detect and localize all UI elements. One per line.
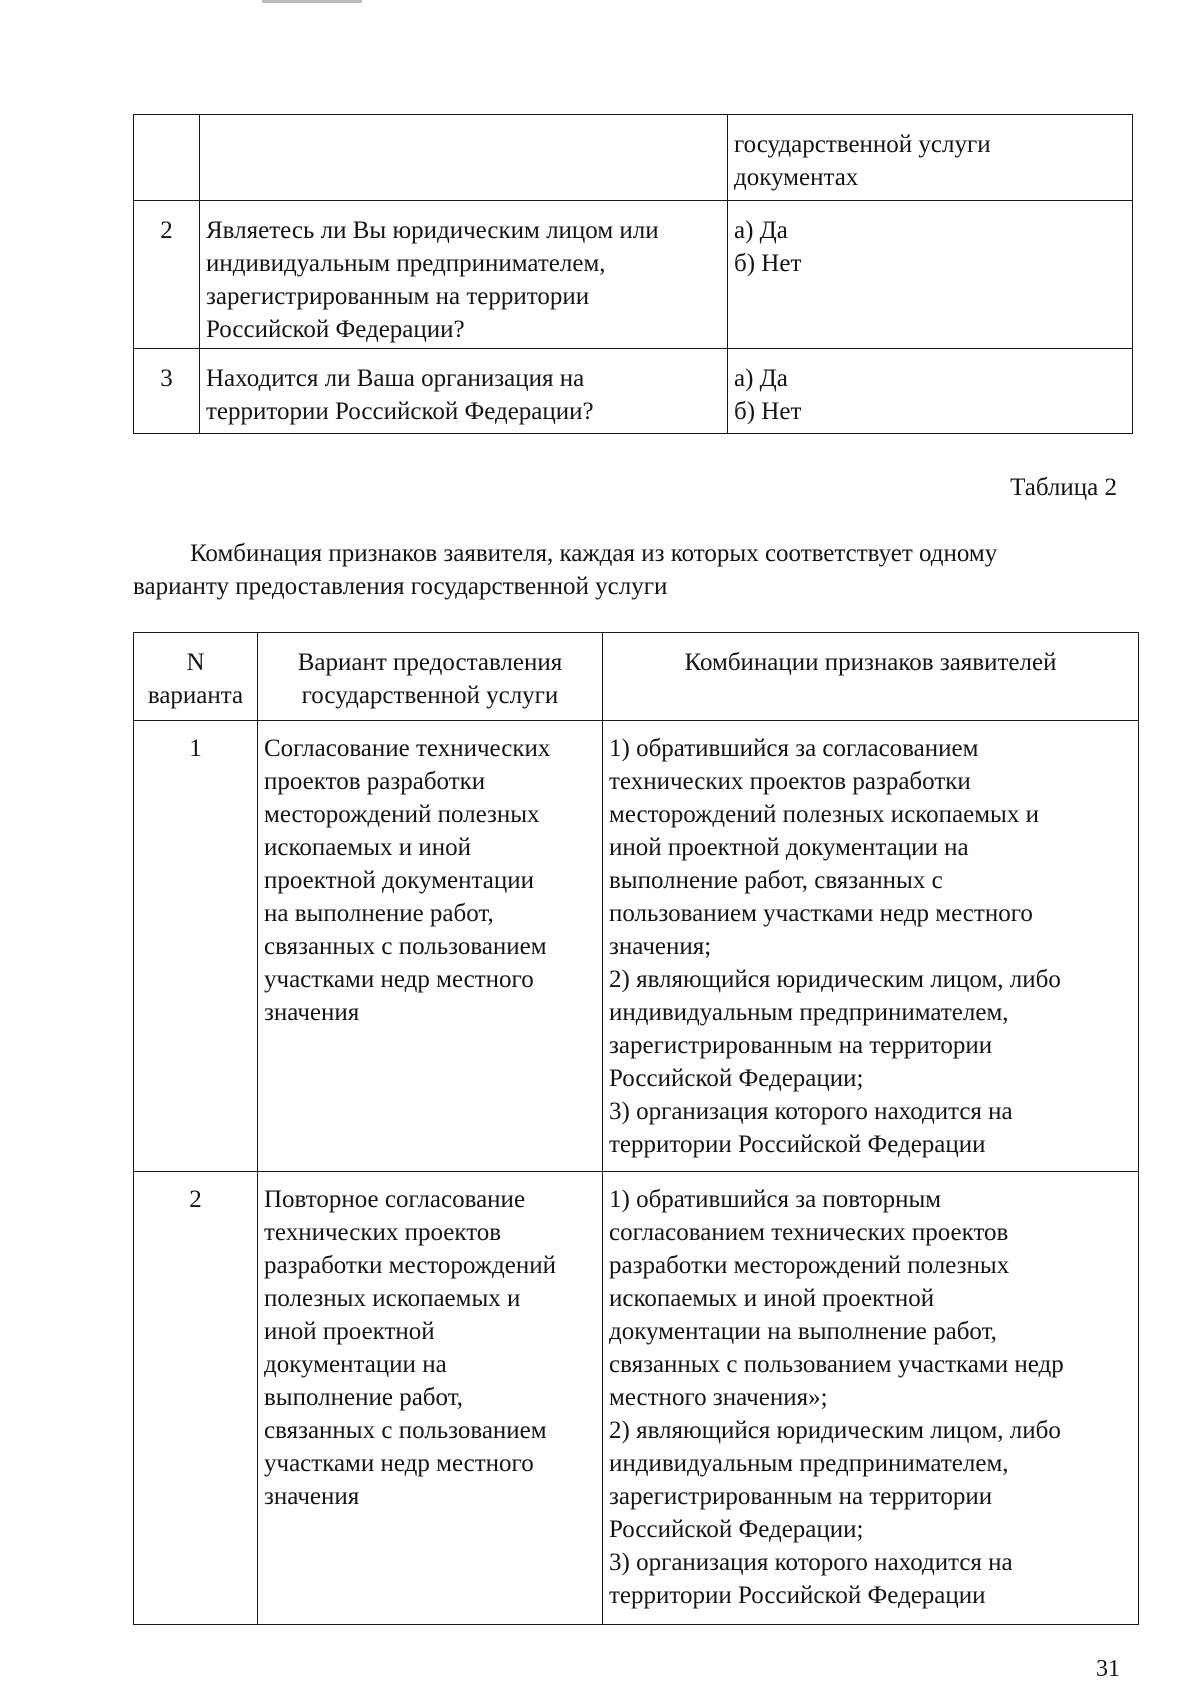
- page-number: 31: [1096, 1656, 1120, 1682]
- table-heading: Комбинация признаков заявителя, каждая из которых соответствует одному варианту предоставления государственной услуги: [133, 540, 998, 600]
- variant-cell: Повторное согласование технических проектов разработки месторождений полезных ископаемых и иной проектной документации на выполнение работ, связанных с пользованием участками недр местного значения: [258, 1172, 603, 1625]
- answer-cell: а) Да б) Нет: [728, 201, 1133, 349]
- question-cell: [200, 115, 728, 201]
- answer-cell: а) Да б) Нет: [728, 349, 1133, 434]
- row-number: 3: [134, 349, 200, 434]
- header-row: [134, 633, 1139, 721]
- variant-number: 1: [134, 721, 258, 1172]
- table-row: [134, 721, 1139, 1172]
- table-row: [134, 1172, 1139, 1625]
- combinations-cell: 1) обратившийся за повторным согласованием технических проектов разработки месторождений полезных ископаемых и иной проектной документации на выполнение работ, связанных с пользованием участками недр местного значения»; 2) являющийся юридическим лицом, либо индивидуальным предпринимателем, зарегистрированным на территории Российской Федерации; 3) организация которого находится на территории Российской Федерации: [603, 1172, 1139, 1625]
- scan-artifact: [262, 0, 362, 3]
- questions-table: [133, 114, 1133, 434]
- variants-table: [133, 632, 1139, 1625]
- question-cell: Являетесь ли Вы юридическим лицом или индивидуальным предпринимателем, зарегистрированным на территории Российской Федерации?: [200, 201, 728, 349]
- table-row: [134, 201, 1133, 349]
- row-number: 2: [134, 201, 200, 349]
- question-cell: Находится ли Ваша организация на территории Российской Федерации?: [200, 349, 728, 434]
- table-caption: Таблица 2: [1010, 474, 1117, 501]
- variant-number: 2: [134, 1172, 258, 1625]
- row-number: [134, 115, 200, 201]
- table-row: [134, 349, 1133, 434]
- variant-cell: Согласование технических проектов разработки месторождений полезных ископаемых и иной проектной документации на выполнение работ, связанных с пользованием участками недр местного значения: [258, 721, 603, 1172]
- combinations-cell: 1) обратившийся за согласованием технических проектов разработки месторождений полезных ископаемых и иной проектной документации на выполнение работ, связанных с пользованием участками недр местного значения; 2) являющийся юридическим лицом, либо индивидуальным предпринимателем, зарегистрированным на территории Российской Федерации; 3) организация которого находится на территории Российской Федерации: [603, 721, 1139, 1172]
- header-variant-number: N варианта: [134, 633, 258, 721]
- header-variant: Вариант предоставления государственной услуги: [258, 633, 603, 721]
- answer-cell: государственной услуги документах: [728, 115, 1133, 201]
- table-row: [134, 115, 1133, 201]
- header-combinations: Комбинации признаков заявителей: [603, 633, 1139, 721]
